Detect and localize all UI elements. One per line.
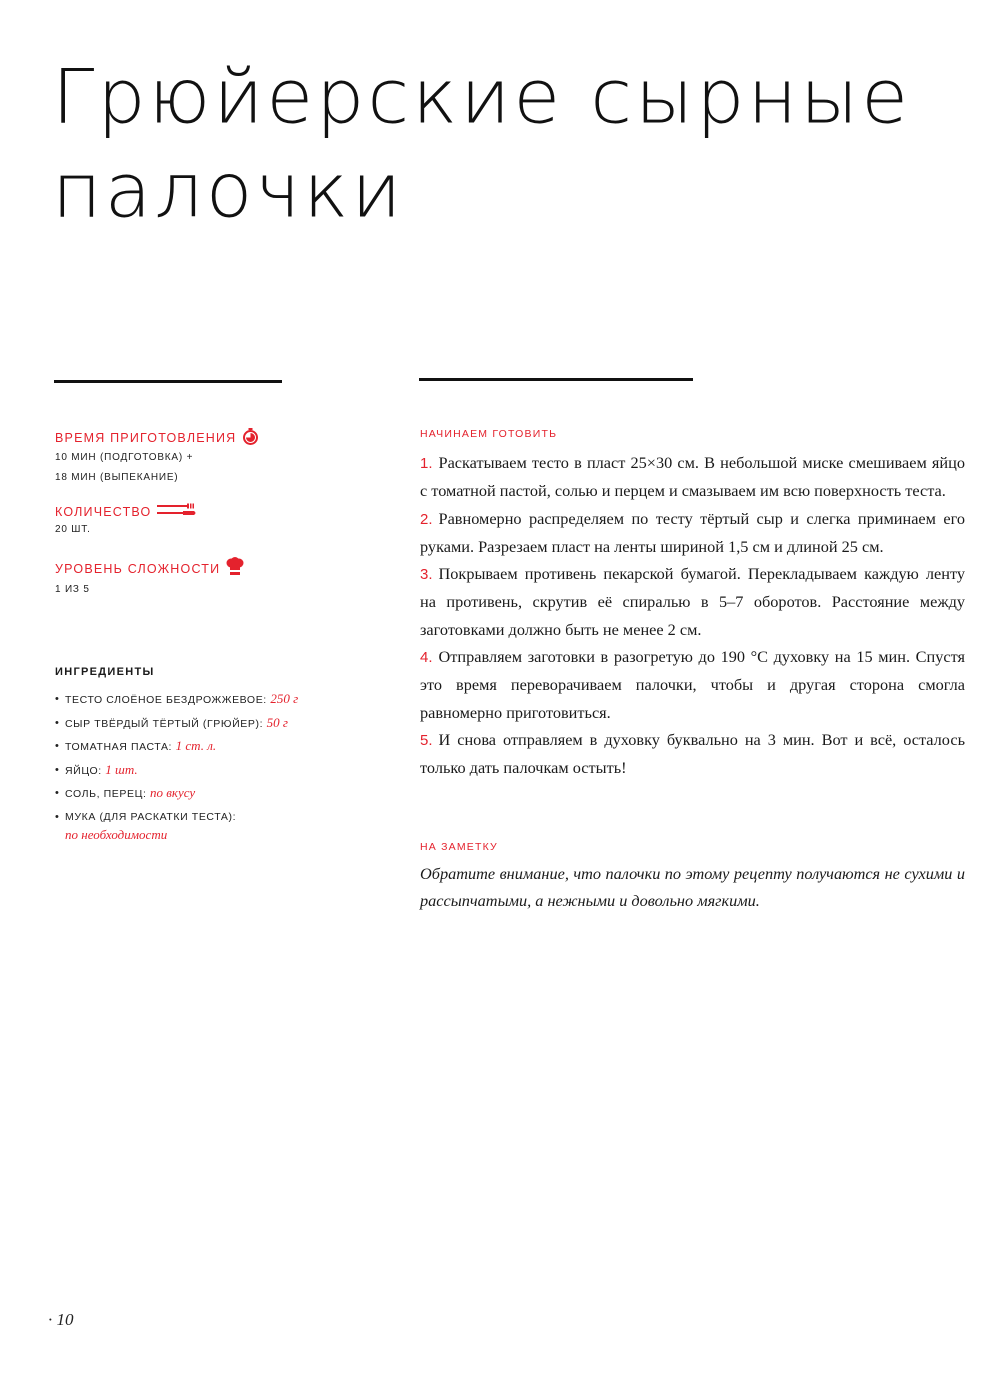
- step-item: 1. Раскатываем тесто в пласт 25×30 см. В небольшой миске смешиваем яйцо с томатной пастой, солью и перцем и смазываем им всю поверхность теста.: [420, 453, 965, 501]
- ingredient-item: • СОЛЬ, ПЕРЕЦ: по вкусу: [55, 782, 355, 806]
- ingredient-item: • ЯЙЦО: 1 шт.: [55, 759, 355, 783]
- quantity-value: 20 ШТ.: [55, 524, 91, 535]
- ingredient-item: • СЫР ТВЁРДЫЙ ТЁРТЫЙ (ГРЮЙЕР): 50 г: [55, 712, 355, 736]
- page-number: · 10: [48, 1310, 74, 1329]
- difficulty-block: [55, 557, 244, 600]
- recipe-title-line-2: палочки: [52, 146, 405, 235]
- difficulty-heading: [55, 557, 244, 580]
- left-column-divider: [54, 380, 282, 383]
- quantity-block: [55, 503, 197, 540]
- quantity-label: КОЛИЧЕСТВО: [55, 504, 152, 519]
- ingredients-heading: ИНГРЕДИЕНТЫ: [55, 666, 155, 678]
- note-heading: НА ЗАМЕТКУ: [420, 841, 498, 853]
- fork-knife-icon: [157, 503, 197, 520]
- ingredient-item: • ТЕСТО СЛОЁНОЕ БЕЗДРОЖЖЕВОЕ: 250 г: [55, 688, 355, 712]
- step-item: 4. Отправляем заготовки в разогретую до 190 °C духовку на 15 мин. Спустя это время переворачиваем палочки, чтобы и другая сторона смогла равномерно приготовиться.: [420, 647, 965, 722]
- step-item: 5. И снова отправляем в духовку буквально на 3 мин. Вот и всё, осталось только дать палочкам остыть!: [420, 729, 965, 778]
- note-text: Обратите внимание, что палочки по этому рецепту получаются не сухими и рассыпчатыми, а нежными и довольно мягкими.: [420, 864, 965, 911]
- prep-time-heading: [55, 428, 259, 448]
- ingredient-item: • МУКА (ДЛЯ РАСКАТКИ ТЕСТА): по необходимости: [55, 806, 355, 843]
- cooking-heading: НАЧИНАЕМ ГОТОВИТЬ: [420, 428, 558, 440]
- difficulty-label: УРОВЕНЬ СЛОЖНОСТИ: [55, 561, 221, 576]
- right-column-divider: [419, 378, 693, 381]
- step-item: 2. Равномерно распределяем по тесту тёртый сыр и слегка приминаем его руками. Разрезаем пласт на ленты шириной 1,5 см и длиной 25 см.: [420, 508, 965, 556]
- prep-time-line-2: 18 МИН (ВЫПЕКАНИЕ): [55, 472, 179, 483]
- ingredient-item: • ТОМАТНАЯ ПАСТА: 1 ст. л.: [55, 735, 355, 759]
- quantity-heading: [55, 503, 197, 520]
- prep-time-label: ВРЕМЯ ПРИГОТОВЛЕНИЯ: [55, 431, 237, 445]
- difficulty-value: 1 ИЗ 5: [55, 584, 90, 595]
- recipe-title: [52, 50, 952, 238]
- prep-time-line-1: 10 МИН (ПОДГОТОВКА) +: [55, 452, 194, 463]
- step-item: 3. Покрываем противень пекарской бумагой. Перекладываем каждую ленту на противень, скрутив её спиралью в 5–7 оборотов. Расстояние между заготовками должно быть не менее 2 см.: [420, 564, 965, 639]
- chef-hat-icon: [226, 557, 244, 580]
- cooking-steps: [420, 449, 965, 782]
- stopwatch-icon: [242, 428, 259, 448]
- prep-time-block: [55, 428, 259, 488]
- ingredients-list: [55, 688, 355, 842]
- recipe-title-line-1: Грюйерские сырные: [52, 52, 912, 141]
